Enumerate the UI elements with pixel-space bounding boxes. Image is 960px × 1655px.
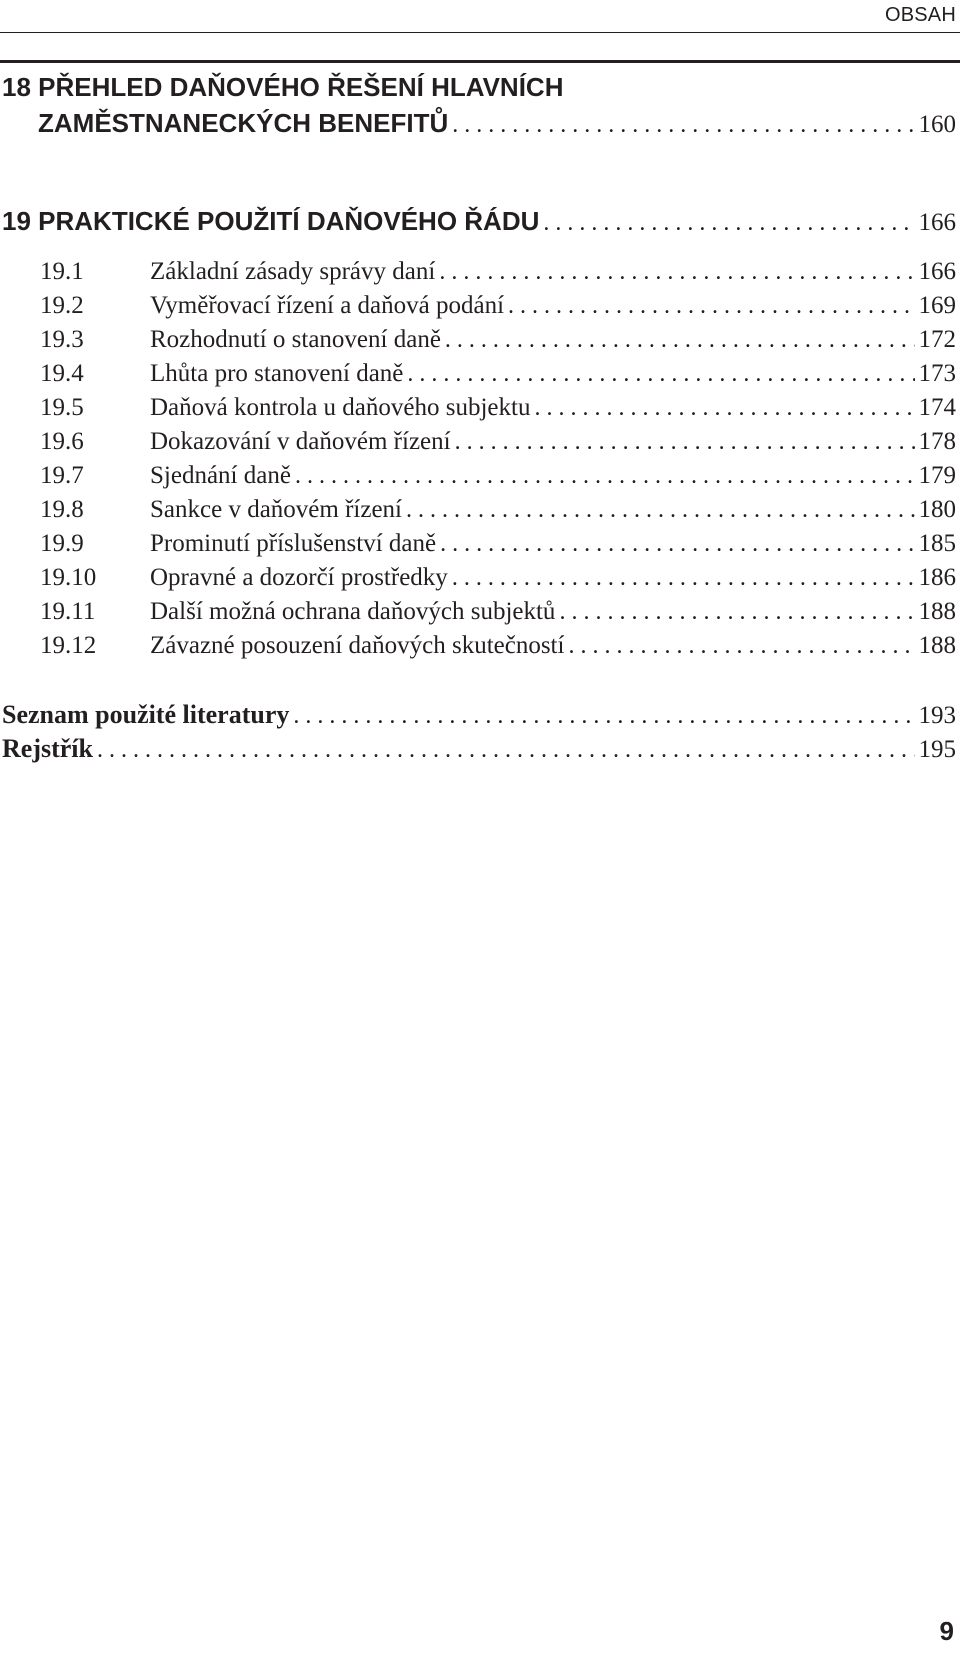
section-title: Opravné a dozorčí prostředky xyxy=(150,564,448,591)
toc-entry-section[interactable] xyxy=(0,428,960,462)
chapter-18-title-line1: 18 PŘEHLED DAŇOVÉHO ŘEŠENÍ HLAVNÍCH xyxy=(2,72,564,102)
back-matter-title: Seznam použité literatury xyxy=(2,700,290,729)
section-title: Základní zásady správy daní xyxy=(150,258,436,285)
page-number: 169 xyxy=(918,292,956,319)
section-title: Lhůta pro stanovení daně xyxy=(150,360,404,387)
toc-entry-section[interactable] xyxy=(0,394,960,428)
page-number: 186 xyxy=(918,564,956,591)
section-title: Rozhodnutí o stanovení daně xyxy=(150,326,441,353)
page-number: 174 xyxy=(918,394,956,421)
page-folio: 9 xyxy=(939,1616,954,1646)
running-head: OBSAH xyxy=(884,4,956,26)
toc-entry-section[interactable] xyxy=(0,462,960,496)
section-title: Závazné posouzení daňových skutečností xyxy=(150,632,565,659)
dot-leader xyxy=(445,327,915,354)
dot-leader xyxy=(440,531,914,558)
section-title: Dokazování v daňovém řízení xyxy=(150,428,451,455)
toc-entry-section[interactable] xyxy=(0,564,960,598)
section-title: Daňová kontrola u daňového subjektu xyxy=(150,394,531,421)
section-title: Sankce v daňovém řízení xyxy=(150,496,402,523)
section-title: Další možná ochrana daňových subjektů xyxy=(150,598,556,625)
toc-entry-chapter-19[interactable] xyxy=(0,206,960,240)
section-number: 19.3 xyxy=(40,326,84,353)
toc-entry-section[interactable] xyxy=(0,360,960,394)
page-number: 166 xyxy=(918,209,956,236)
page-number: 172 xyxy=(918,326,956,353)
dot-leader xyxy=(407,361,914,388)
section-number: 19.5 xyxy=(40,394,84,421)
toc-entry-section[interactable] xyxy=(0,326,960,360)
dot-leader xyxy=(534,395,914,422)
header-rule xyxy=(0,32,960,33)
header-thick-rule xyxy=(0,60,960,63)
toc-entry-section[interactable] xyxy=(0,258,960,292)
dot-leader xyxy=(439,259,914,286)
dot-leader xyxy=(406,497,915,524)
section-number: 19.12 xyxy=(40,632,97,659)
section-title: Sjednání daně xyxy=(150,462,291,489)
page-number: 185 xyxy=(918,530,956,557)
page-number: 178 xyxy=(918,428,956,455)
section-number: 19.8 xyxy=(40,496,84,523)
section-number: 19.1 xyxy=(40,258,84,285)
section-title: Prominutí příslušenství daně xyxy=(150,530,437,557)
dot-leader xyxy=(295,463,915,490)
toc-entry-section[interactable] xyxy=(0,292,960,326)
section-number: 19.6 xyxy=(40,428,84,455)
section-number: 19.11 xyxy=(40,598,96,625)
page-number: 173 xyxy=(918,360,956,387)
page-number: 166 xyxy=(918,258,956,285)
toc-entry-index[interactable] xyxy=(0,734,960,768)
section-number: 19.2 xyxy=(40,292,84,319)
chapter-18-title-line2: ZAMĚSTNANECKÝCH BENEFITŮ xyxy=(38,108,449,138)
page-number: 193 xyxy=(918,702,956,729)
toc-entry-bibliography[interactable] xyxy=(0,700,960,734)
chapter-19-title: 19 PRAKTICKÉ POUŽITÍ DAŇOVÉHO ŘÁDU xyxy=(2,206,540,236)
dot-leader xyxy=(97,737,915,764)
toc-entry-section[interactable] xyxy=(0,632,960,666)
dot-leader xyxy=(455,429,915,456)
back-matter-title: Rejstřík xyxy=(2,734,93,763)
page-number: 195 xyxy=(918,736,956,763)
section-number: 19.10 xyxy=(40,564,97,591)
dot-leader xyxy=(559,599,914,626)
toc-entry-section[interactable] xyxy=(0,496,960,530)
page-number: 188 xyxy=(918,632,956,659)
page-number: 188 xyxy=(918,598,956,625)
page-number: 180 xyxy=(918,496,956,523)
dot-leader xyxy=(568,633,914,660)
section-title: Vyměřovací řízení a daňová podání xyxy=(150,292,505,319)
dot-leader xyxy=(508,293,914,320)
page-number: 160 xyxy=(918,111,956,138)
dot-leader xyxy=(293,703,914,730)
toc-entry-section[interactable] xyxy=(0,530,960,564)
section-number: 19.7 xyxy=(40,462,84,489)
dot-leader xyxy=(452,565,915,592)
toc-entry-chapter-18[interactable] xyxy=(0,108,960,142)
section-number: 19.9 xyxy=(40,530,84,557)
page-number: 179 xyxy=(918,462,956,489)
dot-leader xyxy=(452,112,914,139)
toc-entry-section[interactable] xyxy=(0,598,960,632)
section-number: 19.4 xyxy=(40,360,84,387)
dot-leader xyxy=(543,210,914,237)
